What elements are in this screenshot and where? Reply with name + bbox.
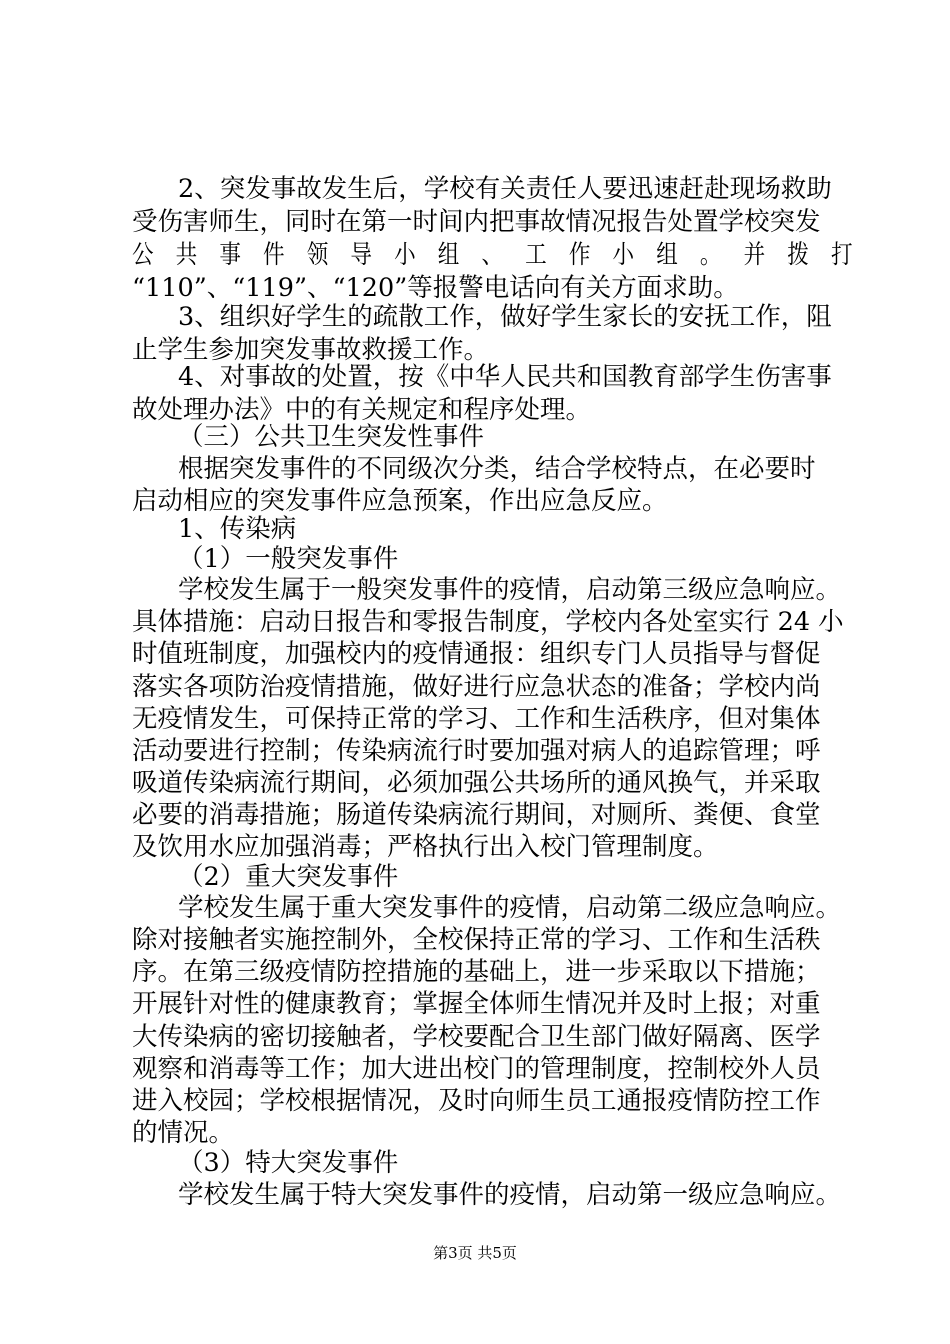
paragraph-line: 除对接触者实施控制外，全校保持正常的学习、工作和生活秩 xyxy=(132,925,821,955)
paragraph-line: “110”、“119”、“120”等报警电话向有关方面求助。 xyxy=(132,273,739,303)
paragraph-line: 观察和消毒等工作；加大进出校门的管理制度，控制校外人员 xyxy=(132,1054,821,1084)
paragraph-line: 公 共 事 件 领 导 小 组 、 工 作 小 组 。 并 拨 打 xyxy=(132,240,861,270)
paragraph-line: 及饮用水应加强消毒；严格执行出入校门管理制度。 xyxy=(132,832,719,862)
paragraph-line: 具体措施：启动日报告和零报告制度，学校内各处室实行 24 小 xyxy=(132,607,844,637)
subsection-heading: （1）一般突发事件 xyxy=(178,544,399,574)
paragraph-line: 故处理办法》中的有关规定和程序处理。 xyxy=(132,395,592,425)
paragraph-line: 学校发生属于重大突发事件的疫情，启动第二级应急响应。 xyxy=(178,893,842,923)
subsection-heading: 1、传染病 xyxy=(178,514,297,544)
paragraph-line: 启动相应的突发事件应急预案，作出应急反应。 xyxy=(132,486,668,516)
paragraph-line: 无疫情发生，可保持正常的学习、工作和生活秩序，但对集体 xyxy=(132,704,821,734)
paragraph-line: 开展针对性的健康教育；掌握全体师生情况并及时上报；对重 xyxy=(132,989,821,1019)
paragraph-line: 进入校园；学校根据情况，及时向师生员工通报疫情防控工作 xyxy=(132,1086,821,1116)
paragraph-line: 活动要进行控制；传染病流行时要加强对病人的追踪管理；呼 xyxy=(132,736,821,766)
paragraph-line: 的情况。 xyxy=(132,1118,235,1148)
page-footer: 第3页 共5页 xyxy=(433,1244,517,1262)
paragraph-line: 2、突发事故发生后，学校有关责任人要迅速赶赴现场救助 xyxy=(178,174,832,204)
paragraph-line: 大传染病的密切接触者，学校要配合卫生部门做好隔离、医学 xyxy=(132,1022,821,1052)
paragraph-line: 根据突发事件的不同级次分类，结合学校特点，在必要时 xyxy=(178,454,816,484)
paragraph-line: 受伤害师生，同时在第一时间内把事故情况报告处置学校突发 xyxy=(132,207,821,237)
subsection-heading: （2）重大突发事件 xyxy=(178,862,399,892)
subsection-heading: （3）特大突发事件 xyxy=(178,1148,399,1178)
paragraph-line: 时值班制度，加强校内的疫情通报：组织专门人员指导与督促 xyxy=(132,639,821,669)
paragraph-line: 吸道传染病流行期间，必须加强公共场所的通风换气，并采取 xyxy=(132,768,821,798)
paragraph-line: 3、组织好学生的疏散工作，做好学生家长的安抚工作，阻 xyxy=(178,302,832,332)
paragraph-line: 4、对事故的处置，按《中华人民共和国教育部学生伤害事 xyxy=(178,362,832,392)
paragraph-line: 学校发生属于一般突发事件的疫情，启动第三级应急响应。 xyxy=(178,575,842,605)
paragraph-line: 落实各项防治疫情措施，做好进行应急状态的准备；学校内尚 xyxy=(132,672,821,702)
paragraph-line: 序。在第三级疫情防控措施的基础上，进一步采取以下措施； xyxy=(132,957,821,987)
paragraph-line: 止学生参加突发事故救援工作。 xyxy=(132,335,490,365)
paragraph-line: 必要的消毒措施；肠道传染病流行期间，对厕所、粪便、食堂 xyxy=(132,800,821,830)
paragraph-line: 学校发生属于特大突发事件的疫情，启动第一级应急响应。 xyxy=(178,1180,842,1210)
section-heading: （三）公共卫生突发性事件 xyxy=(178,422,485,452)
